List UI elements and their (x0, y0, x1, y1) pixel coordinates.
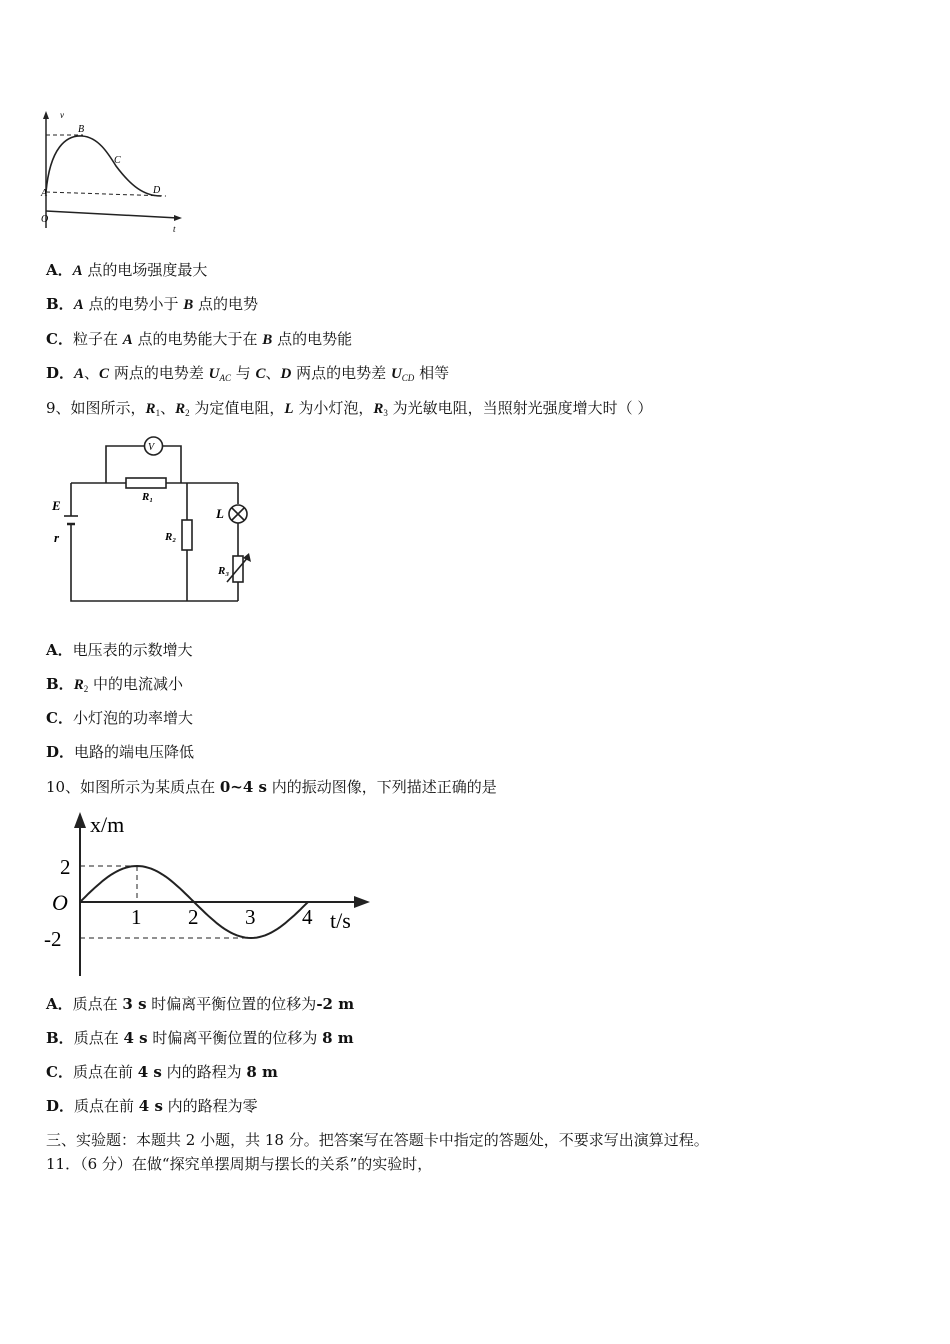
q10-option-c (46, 1062, 278, 1082)
q9-option-d (46, 742, 194, 762)
text-segment: D． (46, 743, 75, 761)
text-segment: 与 (230, 364, 256, 382)
text-segment: 小灯泡的功率增大 (72, 709, 193, 727)
text-segment: C (255, 366, 266, 382)
text-segment: 、 (84, 364, 100, 382)
text-segment: 点的电势 (193, 295, 259, 313)
oscillation-chart (40, 808, 380, 980)
text-segment: 10、如图所示为某质点在 (46, 778, 220, 796)
x-tick-label: 2 (188, 905, 199, 929)
text-segment: 电压表的示数增大 (72, 641, 193, 659)
text-segment: 点的电场强度最大 (82, 261, 208, 279)
text-segment: 为定值电阻， (189, 399, 285, 417)
q8-option-b (46, 294, 258, 315)
point-c-label: C (114, 155, 121, 166)
circuit-diagram (46, 432, 266, 604)
text-segment: A (122, 332, 133, 348)
text-segment: 8 m (322, 1029, 354, 1047)
text-segment: 内的路程为 (161, 1063, 247, 1081)
q9-option-b (46, 674, 183, 699)
text-segment: 三、实验题：本题共 2 小题，共 18 分。把答案写在答题卡中指定的答题处，不要求写出演算过程。 (46, 1131, 709, 1149)
text-segment: 点的电势小于 (83, 295, 184, 313)
text-segment: 时偏离平衡位置的位移为 (146, 995, 317, 1013)
text-segment: A． (46, 261, 73, 279)
text-segment: 点的电势能大于在 (132, 330, 263, 348)
text-segment: B． (46, 1029, 74, 1047)
text-segment: 粒子在 (72, 330, 123, 348)
q10-option-b (46, 1028, 354, 1048)
text-segment: B． (46, 675, 74, 693)
text-segment: U (390, 366, 402, 382)
text-segment: CD (401, 373, 415, 383)
text-segment: 0~4 s (219, 778, 267, 796)
r3-label: R₃ (218, 565, 230, 577)
emf-label: E (52, 498, 61, 513)
text-segment: B (262, 332, 273, 348)
text-segment: 11．（6 分）在做“探究单摆周期与摆长的关系”的实验时， (46, 1155, 433, 1173)
r1-label: R₁ (142, 491, 154, 503)
text-segment: 质点在 (72, 995, 123, 1013)
q10-stem (46, 777, 497, 797)
q11-stem (46, 1154, 432, 1174)
q9-option-c (46, 708, 193, 728)
text-segment: 点的电势能 (272, 330, 353, 348)
text-segment: 4 s (137, 1063, 162, 1081)
y-tick-label: -2 (44, 927, 62, 951)
origin-label: O (52, 890, 68, 915)
text-segment: -2 m (316, 995, 355, 1013)
text-segment: 中的电流减小 (88, 675, 183, 693)
text-segment: 电路的端电压降低 (74, 743, 195, 761)
text-segment: 内的路程为零 (162, 1097, 258, 1115)
text-segment: 为小灯泡， (293, 399, 374, 417)
text-segment: 内的振动图像，下列描述正确的是 (266, 778, 497, 796)
text-segment: 4 s (123, 1029, 148, 1047)
text-segment: 为光敏电阻，当照射光强度增大时（ ） (387, 399, 653, 417)
text-segment: D (280, 366, 292, 382)
q9-option-a (46, 640, 193, 660)
text-segment: A (73, 297, 84, 313)
y-axis-label: x/m (90, 812, 125, 837)
text-segment: R (175, 401, 186, 417)
text-segment: R (373, 401, 384, 417)
text-segment: R (73, 677, 84, 693)
x-tick-label: 4 (302, 905, 313, 929)
text-segment: 两点的电势差 (291, 364, 391, 382)
text-segment: A (74, 366, 85, 382)
q8-option-c (46, 329, 352, 350)
text-segment: D． (46, 364, 75, 382)
text-segment: 、 (160, 399, 176, 417)
r2-label: R₂ (165, 531, 177, 543)
text-segment: C． (46, 330, 73, 348)
text-segment: 质点在前 (74, 1097, 139, 1115)
text-segment: D． (46, 1097, 75, 1115)
text-segment: 9、如图所示， (46, 399, 146, 417)
text-segment: 、 (265, 364, 281, 382)
point-a-label: A (41, 188, 48, 199)
text-segment: C． (46, 1063, 73, 1081)
text-segment: AC (219, 373, 231, 383)
text-segment: 4 s (138, 1097, 163, 1115)
point-d-label: D (153, 185, 161, 196)
text-segment: U (208, 366, 220, 382)
x-axis-label: t/s (330, 908, 351, 933)
text-segment: L (284, 401, 294, 417)
text-segment: 2 (185, 408, 190, 418)
text-segment: B (183, 297, 194, 313)
q10-option-d (46, 1096, 258, 1116)
q10-option-a (46, 994, 354, 1014)
origin-label: O (41, 214, 49, 225)
text-segment: B． (46, 295, 74, 313)
text-segment: 3 s (122, 995, 147, 1013)
text-segment: 2 (83, 684, 89, 694)
point-b-label: B (78, 124, 85, 135)
x-tick-label: 3 (245, 905, 256, 929)
velocity-time-graph (36, 108, 186, 236)
text-segment: 时偏离平衡位置的位移为 (147, 1029, 323, 1047)
text-segment: 3 (383, 408, 388, 418)
text-segment: 8 m (246, 1063, 278, 1081)
text-segment: 质点在 (73, 1029, 124, 1047)
voltmeter-label: V (148, 442, 155, 453)
lamp-label: L (216, 506, 224, 521)
q9-stem (46, 398, 652, 423)
x-tick-label: 1 (131, 905, 142, 929)
q8-option-d (46, 363, 449, 388)
section-3-heading (46, 1130, 709, 1150)
text-segment: R (145, 401, 156, 417)
axis-t-label: t (173, 224, 176, 234)
text-segment: C (99, 366, 110, 382)
q8-option-a (46, 260, 207, 281)
text-segment: 1 (155, 408, 161, 418)
text-segment: 相等 (414, 364, 450, 382)
text-segment: 质点在前 (72, 1063, 138, 1081)
text-segment: A． (46, 641, 73, 659)
text-segment: A． (46, 995, 73, 1013)
y-tick-label: 2 (60, 855, 71, 879)
axis-v-label: v (60, 110, 64, 120)
text-segment: C． (46, 709, 73, 727)
text-segment: 两点的电势差 (109, 364, 209, 382)
text-segment: A (72, 263, 83, 279)
internal-r-label: r (54, 530, 60, 545)
